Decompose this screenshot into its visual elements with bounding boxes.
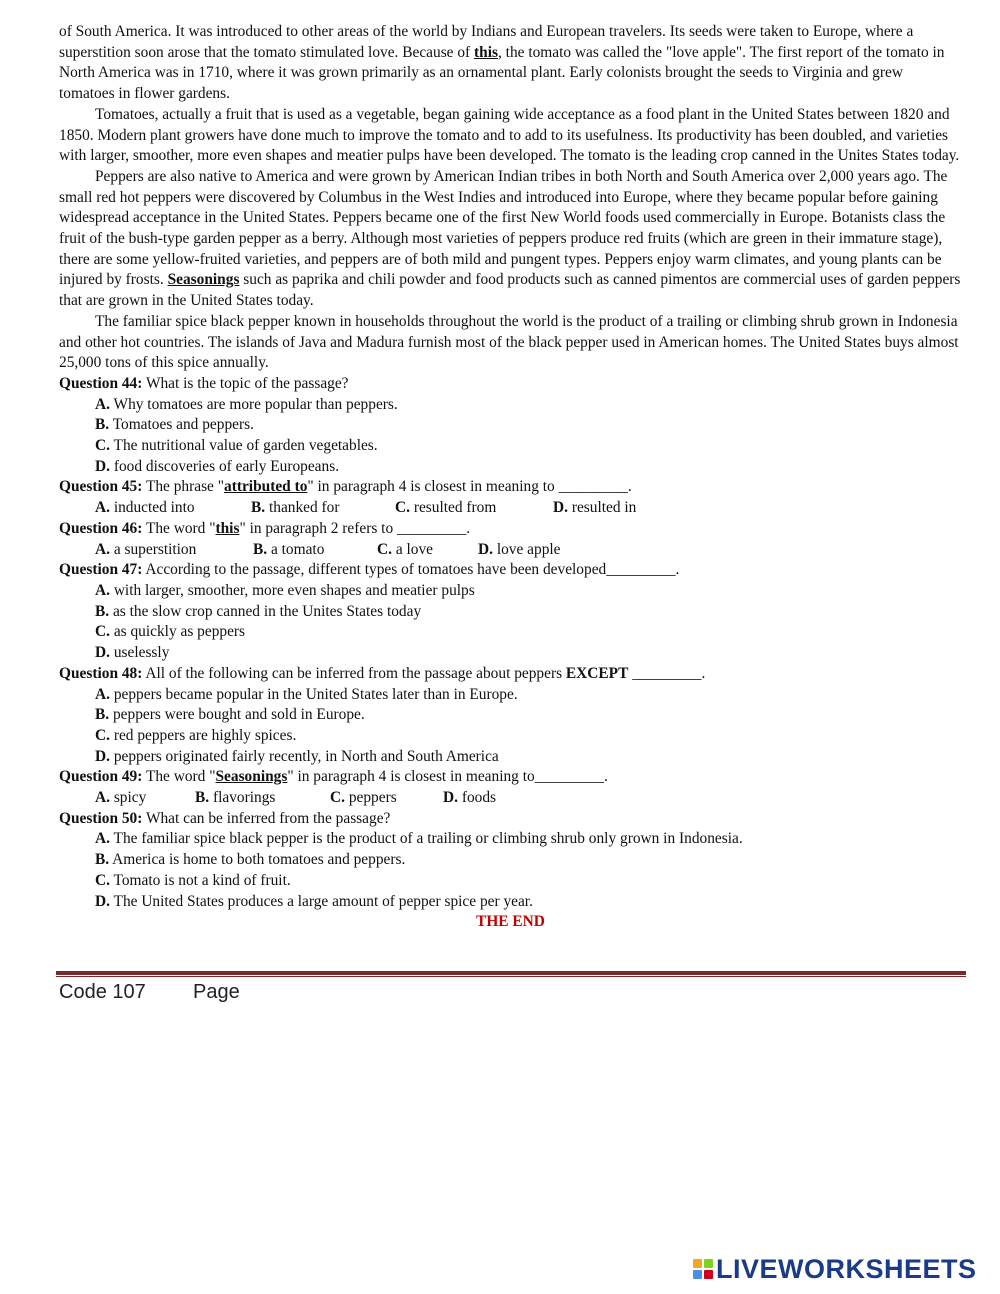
question-44 <box>59 374 962 395</box>
passage-paragraph-1 <box>59 22 962 105</box>
q47-option-b[interactable]: B. as the slow crop canned in the Unites States today <box>95 602 422 620</box>
question-49: Question 49: The word "Seasonings" in paragraph 4 is closest in meaning to_________. <box>59 768 608 786</box>
question-45: Question 45: The phrase "attributed to" in paragraph 4 is closest in meaning to _________. <box>59 478 632 496</box>
q46-options-row <box>95 540 962 561</box>
q45-key-phrase: attributed to <box>224 478 308 496</box>
footer-page: Page <box>193 981 240 1003</box>
q45-options-row <box>95 498 962 519</box>
worksheet-page <box>59 22 962 933</box>
q45-option-b[interactable]: B. thanked for <box>251 499 340 517</box>
liveworksheets-logo-icon <box>692 1258 714 1280</box>
p3-text-a: Peppers are also native to America and were grown by American Indian tribes in both North and South America over 2,000 years ago. The small red hot peppers were discovered by Columbus in the West Indies and introduced into Europe, where they became popular before gaining widespread acceptance in the United States. Peppers became one of the first New World foods used commercially in Europe. Botanists class the fruit of the bush-type garden pepper as a berry. Although most varieties of peppers produce red fruits (which are green in their immature stage), there are some yellow-fruited varieties, and peppers are of both mild and pungent types. Peppers enjoy warm climates, and young plants can be injured by frosts. <box>59 167 948 289</box>
p1-text-a: of South America. It was introduced to other areas of the world by Indians and European travelers. Its seeds were taken to Europe, where a superstition soon arose that the tomato stimulated love. Because of <box>59 23 914 61</box>
question-label: Question 48: <box>59 664 143 682</box>
question-label: Question 47: <box>59 561 143 579</box>
question-text: What can be inferred from the passage? <box>142 809 391 827</box>
q49-option-d[interactable]: D. foods <box>443 789 497 807</box>
p3-key-word: Seasonings <box>167 271 240 289</box>
q44-option-b[interactable]: B. Tomatoes and peppers. <box>95 416 254 434</box>
q47-option-c[interactable]: C. as quickly as peppers <box>95 623 246 641</box>
question-text: According to the passage, different types of tomatoes have been developed_________. <box>142 561 680 579</box>
p1-text-b: , the tomato was called the "love apple". The first report of the tomato in North America was in 1710, where it was grown primarily as an ornamental plant. Early colonists brought the seeds to Virginia and grew tomatoes in flower gardens. <box>59 43 945 103</box>
question-46: Question 46: The word "this" in paragraph 2 refers to _________. <box>59 519 471 537</box>
question-text: What is the topic of the passage? <box>142 374 349 392</box>
q49-option-c[interactable]: C. peppers <box>330 789 397 807</box>
q46-option-c[interactable]: C. a love <box>377 540 433 558</box>
q45-option-a[interactable]: A. inducted into <box>95 499 195 517</box>
footer-divider-thin <box>56 976 966 977</box>
question-label: Question 46: <box>59 519 143 537</box>
passage-paragraph-4: The familiar spice black pepper known in households throughout the world is the product of a trailing or climbing shrub grown in Indonesia and other hot countries. The islands of Java and Madura furnish most of the black pepper used in American homes. The United States buys almost 25,000 tons of this spice annually. <box>59 312 959 372</box>
q50-option-d[interactable]: D. The United States produces a large amount of pepper spice per year. <box>95 892 533 910</box>
footer-divider <box>56 971 966 975</box>
q49-key-word: Seasonings <box>215 768 288 786</box>
q46-key-word: this <box>215 519 240 537</box>
p1-key-word: this <box>474 43 498 61</box>
q50-option-a[interactable]: A. The familiar spice black pepper is the product of a trailing or climbing shrub only grown in Indonesia. <box>95 830 743 848</box>
q48-option-c[interactable]: C. red peppers are highly spices. <box>95 726 297 744</box>
question-47 <box>59 560 962 581</box>
p3-text-b: such as paprika and chili powder and food products such as canned pimentos are commercial uses of garden peppers that are grown in the United States today. <box>59 271 961 310</box>
q47-option-a[interactable]: A. with larger, smoother, more even shapes and meatier pulps <box>95 581 475 599</box>
q44-option-a[interactable]: A. Why tomatoes are more popular than peppers. <box>95 395 398 413</box>
question-50 <box>59 809 962 830</box>
q49-options-row <box>95 788 962 809</box>
q48-key-word: EXCEPT <box>565 664 629 682</box>
q44-option-d[interactable]: D. food discoveries of early Europeans. <box>95 457 340 475</box>
q46-option-d[interactable]: D. love apple <box>478 540 561 558</box>
footer-code: Code 107 <box>59 981 146 1003</box>
question-label: Question 49: <box>59 768 143 786</box>
q46-option-b[interactable]: B. a tomato <box>253 540 325 558</box>
q50-option-b[interactable]: B. America is home to both tomatoes and peppers. <box>95 851 406 869</box>
q46-option-a[interactable]: A. a superstition <box>95 540 197 558</box>
q45-option-d[interactable]: D. resulted in <box>553 499 637 517</box>
q48-option-b[interactable]: B. peppers were bought and sold in Europe. <box>95 706 365 724</box>
q44-option-c[interactable]: C. The nutritional value of garden vegetables. <box>95 437 378 455</box>
liveworksheets-logo[interactable] <box>692 1254 977 1284</box>
passage-paragraph-2: Tomatoes, actually a fruit that is used as a vegetable, began gaining wide acceptance as a food plant in the United States between 1820 and 1850. Modern plant growers have done much to improve the tomato and to add to its usefulness. Its productivity has been doubled, and varieties with larger, smoother, more even shapes and meatier pulps have been developed. The tomato is the leading crop canned in the Unites States today. <box>59 105 960 165</box>
question-label: Question 45: <box>59 478 143 496</box>
q48-option-a[interactable]: A. peppers became popular in the United States later than in Europe. <box>95 685 518 703</box>
passage-paragraph-3 <box>59 167 962 312</box>
the-end-label: THE END <box>476 913 545 931</box>
q49-option-a[interactable]: A. spicy <box>95 789 147 807</box>
page-footer <box>59 981 240 1004</box>
q50-option-c[interactable]: C. Tomato is not a kind of fruit. <box>95 871 291 889</box>
liveworksheets-logo-text: LIVEWORKSHEETS <box>716 1253 977 1284</box>
question-48: Question 48: All of the following can be inferred from the passage about peppers EXCEPT _________. <box>59 664 706 682</box>
q47-option-d[interactable]: D. uselessly <box>95 644 170 662</box>
q48-option-d[interactable]: D. peppers originated fairly recently, in North and South America <box>95 747 499 765</box>
q49-option-b[interactable]: B. flavorings <box>195 789 276 807</box>
q45-option-c[interactable]: C. resulted from <box>395 499 497 517</box>
question-label: Question 50: <box>59 809 143 827</box>
question-label: Question 44: <box>59 374 143 392</box>
